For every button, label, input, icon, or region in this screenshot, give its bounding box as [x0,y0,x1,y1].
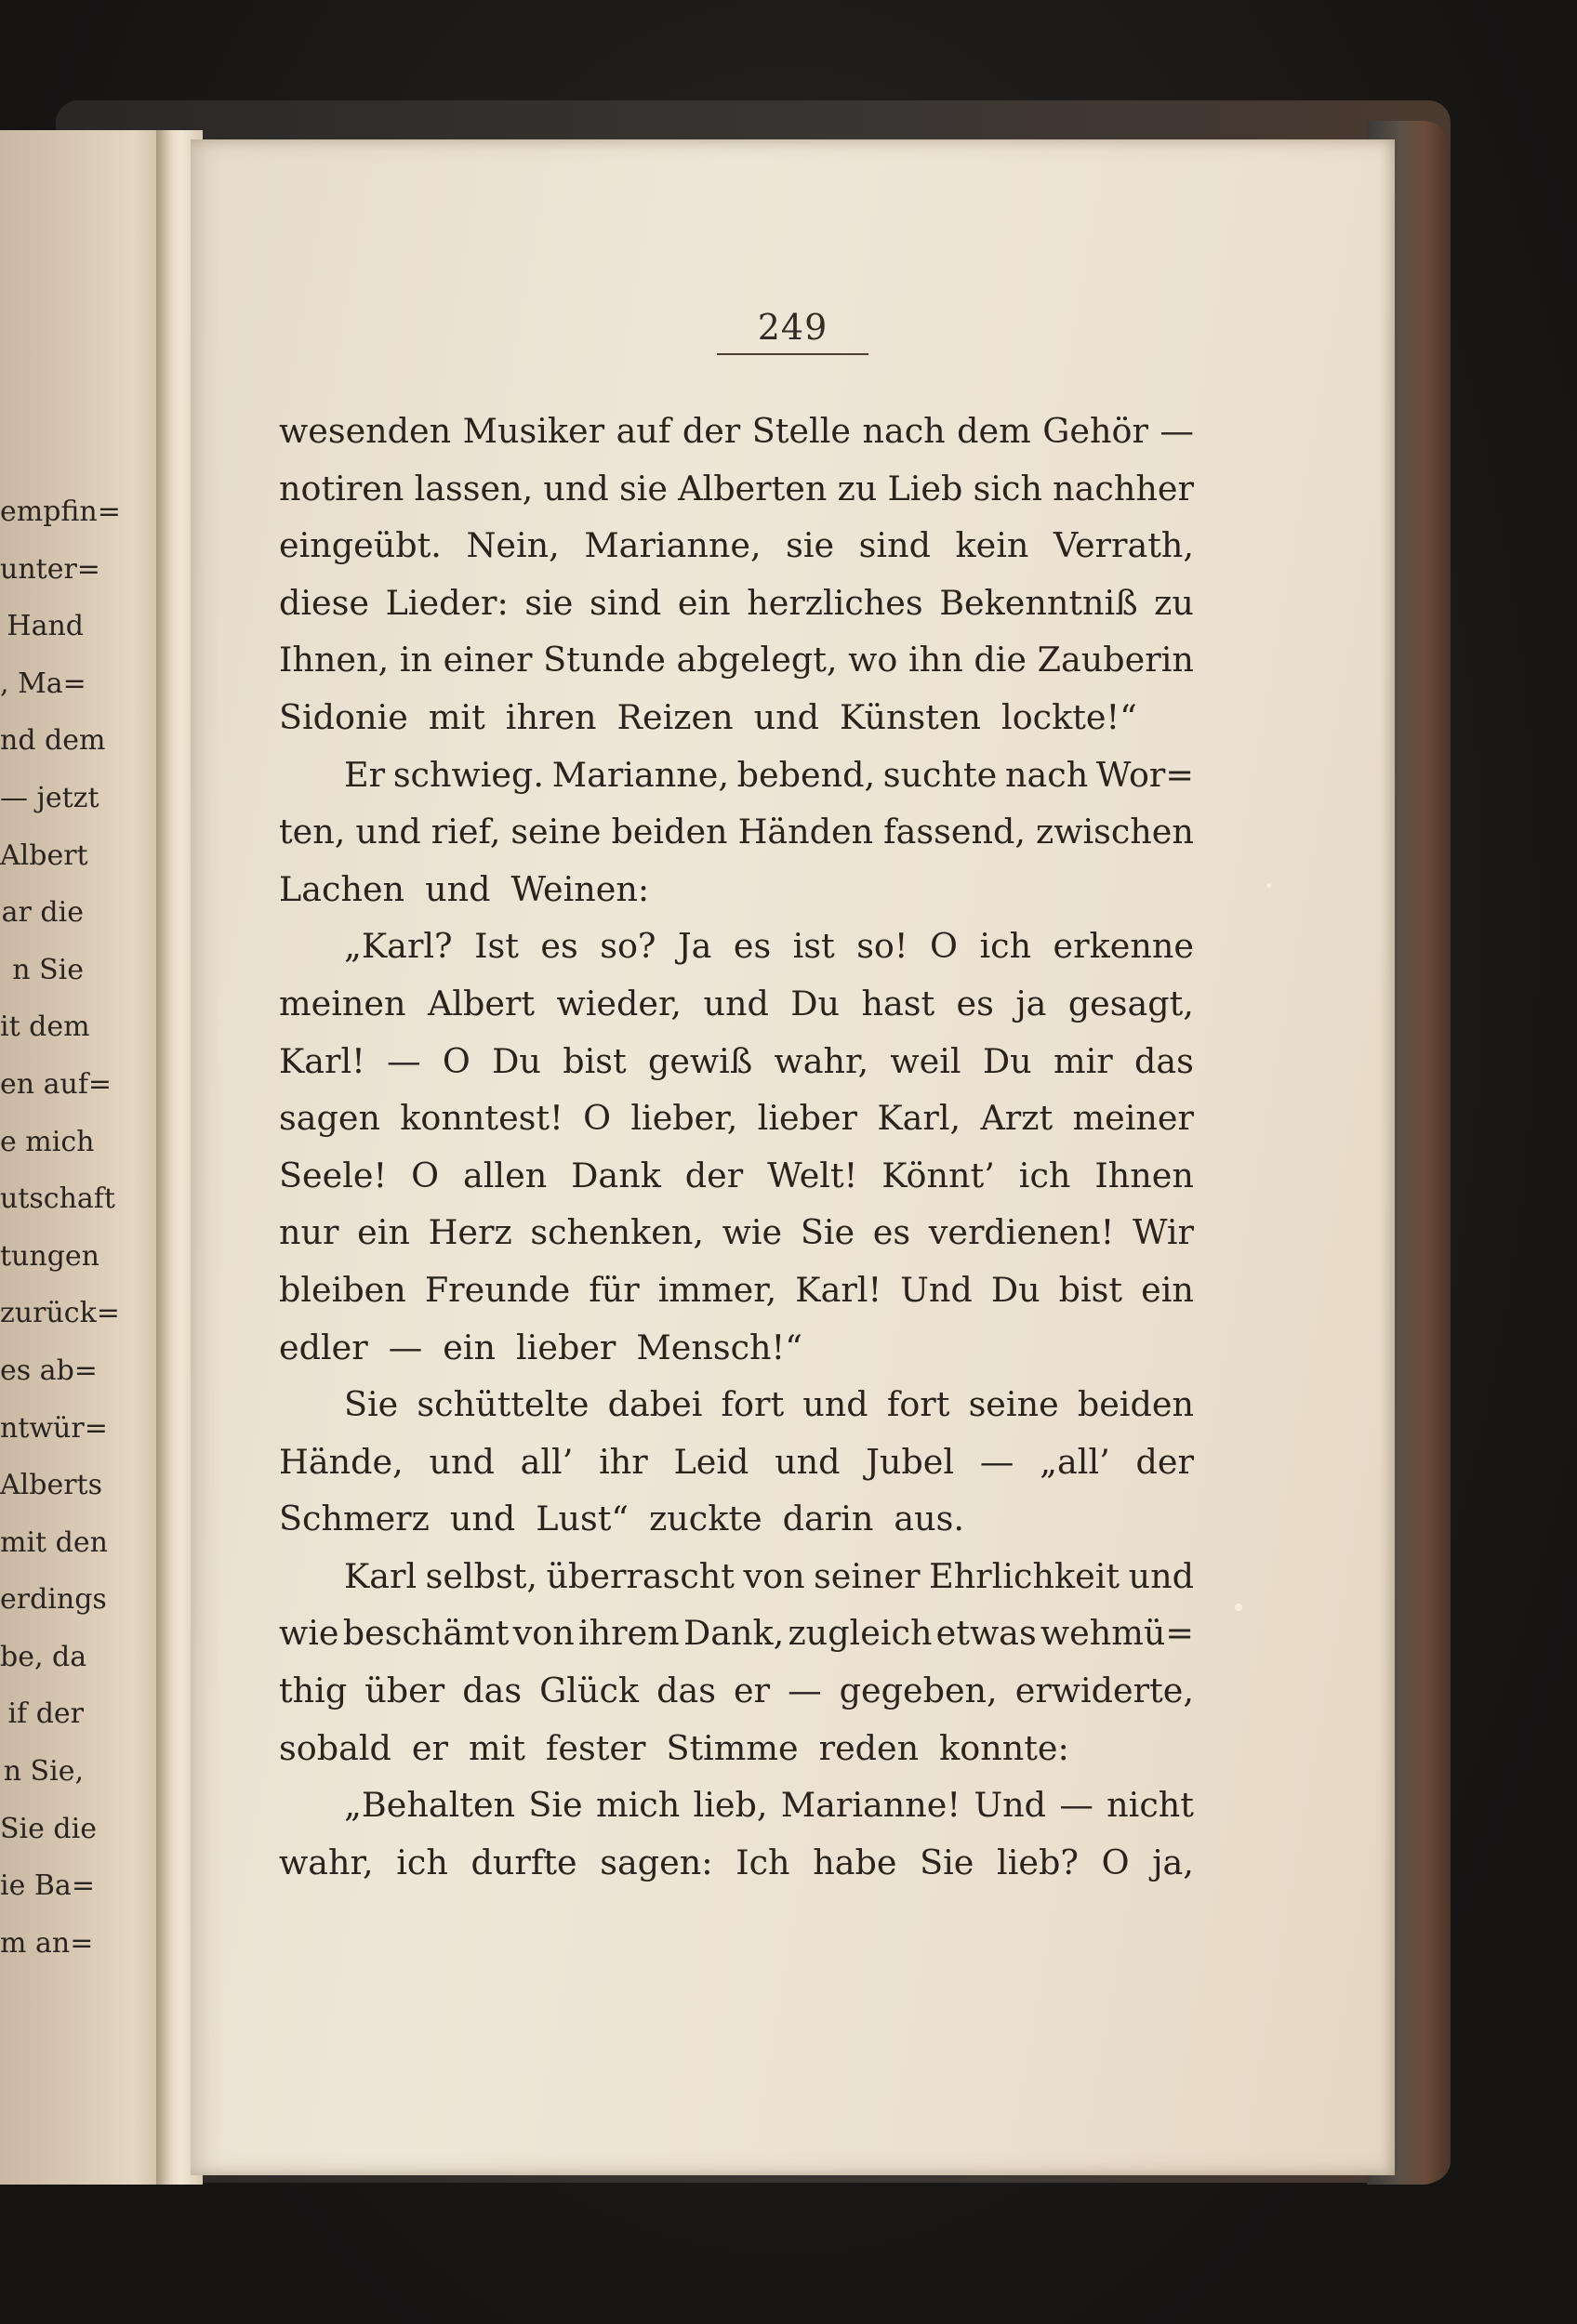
text-word: ihn [908,640,963,680]
text-word: Lachen [279,868,405,909]
page-number: 249 [717,307,869,355]
text-word: O [1101,1842,1130,1882]
text-word: Stunde [543,640,666,680]
text-word: auf [616,411,671,451]
text-word: eingeübt. [279,525,442,566]
text-word: so? [600,926,656,967]
text-word: bebend, [736,754,876,795]
text-word: über [364,1670,445,1711]
text-word: — [388,1327,423,1367]
text-word: zu [1154,582,1194,623]
text-word: nach [862,411,946,451]
text-word: Seele! [279,1155,388,1195]
text-word: Dank [571,1155,661,1195]
text-line [279,1776,1194,1834]
text-word: „Karl? [344,926,453,967]
text-word: Karl [344,1555,417,1596]
text-word: abgelegt, [676,640,838,680]
text-word: sich [973,468,1042,508]
text-word: es [540,926,578,967]
text-word: Leid [673,1441,749,1482]
text-word: nachher [1053,468,1194,508]
text-word: Weinen: [510,868,650,909]
text-word: wie [722,1212,783,1253]
text-word: Stimme [666,1727,799,1768]
text-word: fort [721,1384,785,1425]
text-line [279,517,1194,574]
text-word: Stelle [751,411,851,451]
text-word: Du [492,1040,541,1081]
left-page-fringe-line: nd dem [0,724,106,758]
text-word: in [399,640,432,680]
text-word: das [1134,1040,1194,1081]
text-word: Dank, [682,1613,785,1654]
text-word: Marianne, [551,754,729,795]
text-word: Ist [474,926,519,967]
text-word: nur [279,1212,339,1253]
left-page-fringe-line: Sie die [0,1812,97,1845]
text-word: Wir [1133,1212,1194,1253]
left-page-fringe-line: n Sie, [3,1755,84,1789]
text-word: zuckte [649,1499,762,1539]
text-word: Hände, [279,1441,404,1482]
left-page-fringe-line: ntwür= [0,1411,108,1445]
text-word: seine [510,812,602,852]
text-word: — [1160,411,1194,451]
text-word: ein [677,582,731,623]
text-word: verdienen! [928,1212,1115,1253]
left-page-fringe-line: mit den [0,1525,108,1559]
text-word: fassend, [883,812,1026,852]
text-word: Marianne! [780,1785,961,1826]
text-word: es [956,983,994,1023]
text-word: es [733,926,772,967]
text-word: Arzt [980,1098,1054,1139]
text-word: Gehör [1042,411,1148,451]
text-word: sind [858,525,931,566]
text-word: und [449,1499,516,1539]
text-word: sind [589,582,662,623]
text-word: Alberten [678,468,828,508]
left-page [0,130,158,2185]
text-word: Könnt’ [881,1155,995,1195]
text-word: — [979,1441,1014,1482]
text-word: ja, [1152,1842,1194,1882]
text-line [279,689,1194,746]
left-page-fringe-line: utschaft [0,1182,115,1216]
body-text [279,403,1194,1891]
text-word: ich [396,1842,448,1882]
text-line [279,1490,1194,1548]
text-word: herzliches [747,582,923,623]
text-word: rief, [431,812,501,852]
text-line [279,861,1194,918]
text-line [279,1204,1194,1261]
text-line [279,1662,1194,1720]
text-word: sagen: [600,1842,713,1882]
text-word: dabei [607,1384,703,1425]
text-word: gesagt, [1067,983,1194,1023]
text-word: fort [886,1384,950,1425]
left-page-fringe-line: if der [7,1697,84,1731]
text-word: von [512,1613,575,1654]
text-word: Karl! [279,1040,365,1081]
text-line [279,746,1194,804]
text-word: ihren [505,696,597,737]
text-word: und [355,812,421,852]
text-word: überrascht [546,1555,735,1596]
text-word: Jubel [866,1441,955,1482]
text-word: Lieder: [385,582,509,623]
text-word: Nein, [466,525,560,566]
text-word: schüttelte [417,1384,590,1425]
text-word: — [387,1040,421,1081]
text-word: immer, [657,1269,777,1310]
left-page-fringe-line: , Ma= [0,667,86,700]
text-word: Zauberin [1037,640,1194,680]
text-word: Albert [427,983,536,1023]
text-word: nach [1004,754,1089,795]
left-page-fringe-line: Albert [0,838,88,872]
text-line [279,1376,1194,1433]
text-word: gegeben, [839,1670,998,1711]
text-line [279,1433,1194,1491]
text-word: schenken, [530,1212,704,1253]
text-word: wehmü= [1040,1613,1194,1654]
text-word: bist [563,1040,627,1081]
text-word: Verrath, [1053,525,1194,566]
text-word: O [442,1040,470,1081]
text-word: ihr [599,1441,648,1482]
text-word: reden [818,1727,920,1768]
text-word: darin [782,1499,874,1539]
text-word: lockte!“ [1001,696,1137,737]
text-word: von [743,1555,805,1596]
text-line [279,1548,1194,1605]
text-word: lieb, [693,1785,768,1826]
text-word: wie [279,1613,339,1654]
text-word: „all’ [1040,1441,1110,1482]
text-line [279,1033,1194,1090]
text-word: die [974,640,1027,680]
text-word: ein [1141,1269,1194,1310]
text-word: lieber [757,1098,858,1139]
text-word: konnte: [939,1727,1069,1768]
text-word: Du [790,983,841,1023]
left-page-fringe-line: ar die [1,896,84,930]
text-word: O [583,1098,612,1139]
text-word: Händen [737,812,874,852]
text-word: bleiben [279,1269,406,1310]
text-line [279,460,1194,518]
left-page-fringe-line: n Sie [12,953,84,986]
left-page-fringe-line: e mich [0,1125,95,1158]
text-word: O [411,1155,440,1195]
text-word: und [1128,1555,1194,1596]
text-word: beiden [1077,1384,1194,1425]
left-page-fringe-line: es ab= [0,1353,98,1387]
text-word: wieder, [556,983,682,1023]
text-word: konntest! [400,1098,563,1139]
text-word: Lieb [887,468,963,508]
text-word: Lust“ [536,1499,629,1539]
text-word: einer [443,640,533,680]
text-word: ein [443,1327,496,1367]
text-word: dem [957,411,1031,451]
text-word: Ja [677,926,712,967]
text-word: es [872,1212,911,1253]
text-word: kein [955,525,1029,566]
text-word: und [753,696,820,737]
text-word: seine [968,1384,1059,1425]
text-word: weil [890,1040,961,1081]
text-word: Welt! [767,1155,858,1195]
text-word: habe [813,1842,897,1882]
text-line [279,574,1194,632]
left-page-fringe-text [0,483,121,1972]
text-word: mit [428,696,485,737]
text-line [279,403,1194,460]
left-page-fringe-line: erdings [0,1583,107,1617]
text-word: sie [618,468,668,508]
text-word: meinen [279,983,406,1023]
left-page-fringe-line: tungen [0,1239,99,1273]
text-word: und [429,1441,495,1482]
text-word: lieber, [630,1098,738,1139]
left-page-fringe-line: be, da [0,1640,87,1673]
text-word: gewiß [647,1040,753,1081]
text-word: Ich [735,1842,790,1882]
text-word: lieb? [997,1842,1079,1882]
text-word: Reizen [616,696,734,737]
text-word: der [682,411,741,451]
text-word: ein [357,1212,410,1253]
left-page-fringe-line: it dem [0,1010,90,1044]
text-word: und [775,1441,841,1482]
text-word: Mensch!“ [636,1327,802,1367]
text-word: ten, [279,812,346,852]
left-page-fringe-line: zurück= [0,1297,120,1330]
text-word: so! [856,926,908,967]
page-header [191,307,1395,355]
text-word: wo [848,640,898,680]
text-word: wahr, [279,1842,374,1882]
text-line [279,1604,1194,1662]
text-word: Und [900,1269,973,1310]
text-line [279,1261,1194,1319]
text-line [279,1720,1194,1777]
text-word: sagen [279,1098,380,1139]
text-word: fester [545,1727,646,1768]
text-word: zu [837,468,878,508]
text-word: Bekenntniß [939,582,1138,623]
text-word: „Behalten [344,1785,516,1826]
text-word: — [1059,1785,1093,1826]
text-word: ich [979,926,1032,967]
text-word: erkenne [1053,926,1194,967]
text-line [279,631,1194,689]
text-word: all’ [520,1441,574,1482]
text-word: Freunde [424,1269,571,1310]
left-page-fringe-line: en auf= [0,1067,113,1101]
text-word: Musiker [462,411,605,451]
text-line [279,1834,1194,1892]
text-line [279,803,1194,861]
text-line [279,1319,1194,1377]
text-word: aus. [894,1499,965,1539]
text-word: edler [279,1327,368,1367]
text-word: Und [974,1785,1047,1826]
text-word: zwischen [1035,812,1194,852]
text-word: thig [279,1670,348,1711]
text-word: ja [1015,983,1047,1023]
text-word: mir [1053,1040,1113,1081]
text-word: das [656,1670,716,1711]
text-word: sie [786,525,835,566]
text-word: Sie [528,1785,583,1826]
text-word: Sidonie [279,696,408,737]
text-word: Herz [428,1212,512,1253]
text-word: mit [468,1727,525,1768]
left-page-fringe-line: ie Ba= [0,1869,95,1903]
text-word: hast [861,983,935,1023]
text-word: allen [463,1155,548,1195]
left-page-fringe-line: Alberts [0,1469,103,1502]
text-word: sobald [279,1727,391,1768]
text-word: und [543,468,609,508]
text-word: diese [279,582,369,623]
text-word: bist [1058,1269,1123,1310]
text-word: und [703,983,769,1023]
text-word: selbst, [425,1555,538,1596]
text-word: O [930,926,958,967]
text-word: erwiderte, [1014,1670,1194,1711]
text-word: wahr, [774,1040,869,1081]
text-line [279,1089,1194,1147]
text-word: schwieg. [392,754,544,795]
text-word: beiden [611,812,728,852]
text-word: für [589,1269,640,1310]
text-word: Sie [920,1842,974,1882]
text-word: Ihnen [1094,1155,1194,1195]
text-word: meiner [1072,1098,1194,1139]
text-word: wesenden [279,411,452,451]
text-word: ich [1018,1155,1071,1195]
text-word: Künsten [840,696,982,737]
left-page-fringe-line: unter= [0,552,100,586]
text-word: Marianne, [584,525,762,566]
text-line [279,975,1194,1033]
text-word: Ehrlichkeit [929,1555,1120,1596]
text-line [279,918,1194,975]
text-line [279,1147,1194,1205]
left-page-fringe-line: empfin= [0,495,121,528]
text-word: — [788,1670,822,1711]
text-word: und [425,868,491,909]
text-word: der [684,1155,744,1195]
text-word: nicht [1107,1785,1194,1826]
text-word: lassen, [414,468,534,508]
text-word: zugleich [788,1613,933,1654]
text-word: Du [982,1040,1032,1081]
text-word: ihrem [577,1613,680,1654]
text-word: Sie [800,1212,855,1253]
left-page-fringe-line: Hand [7,610,84,643]
text-word: seiner [814,1555,921,1596]
text-word: notiren [279,468,404,508]
text-word: Wor= [1095,754,1194,795]
text-word: er [734,1670,771,1711]
text-word: er [411,1727,448,1768]
text-word: sie [524,582,574,623]
text-word: und [802,1384,868,1425]
text-word: durfte [470,1842,577,1882]
text-word: suchte [882,754,998,795]
text-word: Er [344,754,386,795]
paper-speck [1266,883,1271,888]
text-word: ist [792,926,835,967]
text-word: beschämt [342,1613,510,1654]
text-word: das [462,1670,523,1711]
text-word: mich [595,1785,681,1826]
text-word: Karl! [795,1269,882,1310]
paper-speck [1235,1604,1242,1611]
text-word: etwas [935,1613,1037,1654]
text-word: Karl, [877,1098,961,1139]
text-word: Du [990,1269,1040,1310]
text-word: Sie [344,1384,399,1425]
text-word: Ihnen, [279,640,390,680]
text-word: der [1135,1441,1194,1482]
text-word: Schmerz [279,1499,430,1539]
left-page-fringe-line: m an= [0,1926,94,1960]
text-word: lieber [516,1327,616,1367]
left-page-fringe-line: — jetzt [0,781,99,814]
text-word: Glück [539,1670,640,1711]
